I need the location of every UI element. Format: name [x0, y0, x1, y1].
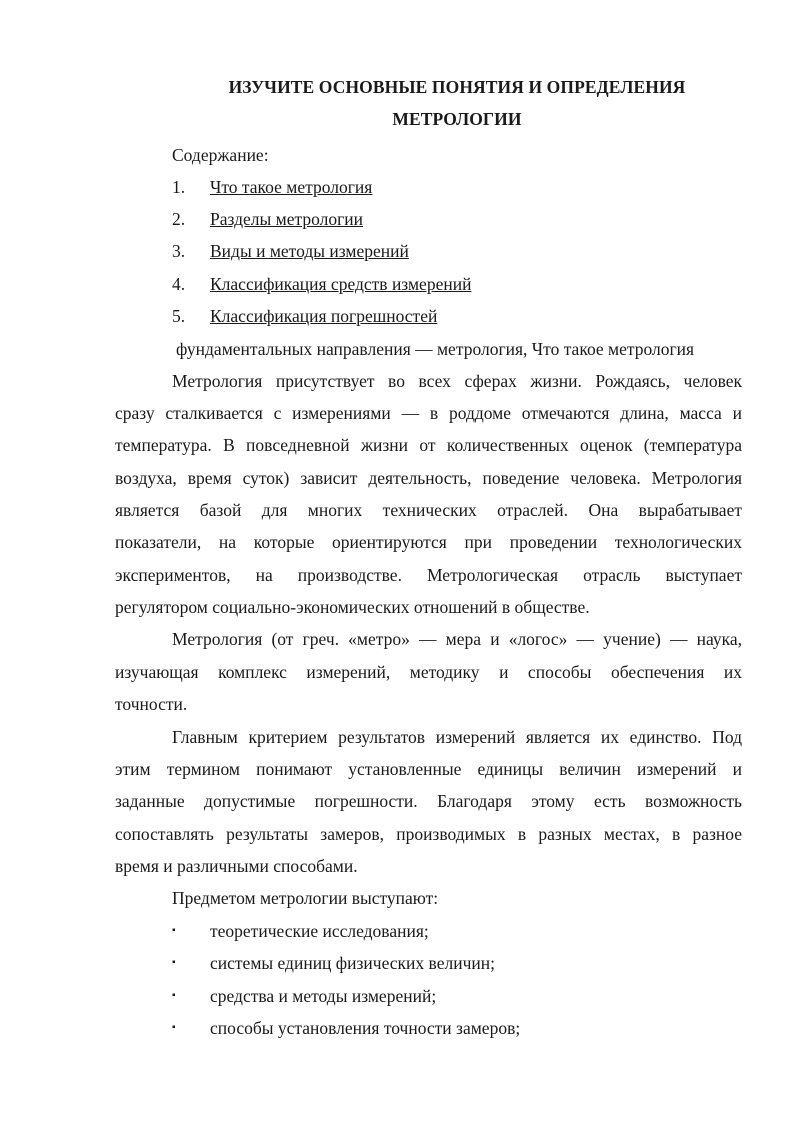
contents-label: Содержание: — [172, 145, 269, 165]
paragraph-line: сопоставлять результаты замеров, производимых в разных местах, в разное — [115, 824, 742, 844]
bullet-square-icon: ▪ — [172, 957, 176, 968]
paragraph-line: Метрология присутствует во всех сферах жизни. Рождаясь, человек — [172, 371, 742, 391]
document-title-line-1: ИЗУЧИТЕ ОСНОВНЫЕ ПОНЯТИЯ И ОПРЕДЕЛЕНИЯ — [228, 77, 686, 97]
paragraph-line: экспериментов, на производстве. Метрологическая отрасль выступает — [115, 565, 742, 585]
document-title-line-2: МЕТРОЛОГИИ — [392, 109, 522, 129]
section-subheading: фундаментальных направления — метрология, Что такое метрология — [176, 339, 695, 359]
paragraph-line: является базой для многих технических отраслей. Она вырабатывает — [115, 500, 742, 520]
bullet-square-icon: ▪ — [172, 990, 176, 1001]
paragraph-line: воздуха, время суток) зависит деятельность, поведение человека. Метрология — [115, 468, 742, 488]
subject-intro: Предметом метрологии выступают: — [172, 888, 439, 908]
paragraph-line: заданные допустимые погрешности. Благодаря этому есть возможность — [115, 791, 742, 811]
toc-link-measurement-types[interactable]: Виды и методы измерений — [210, 241, 409, 261]
toc-link-what-is-metrology[interactable]: Что такое метрология — [210, 177, 373, 197]
paragraph-line: температура. В повседневной жизни от количественных оценок (температура — [115, 435, 742, 455]
toc-number: 5. — [172, 306, 186, 326]
toc-link-error-classification[interactable]: Классификация погрешностей — [210, 306, 438, 326]
toc-number: 1. — [172, 177, 186, 197]
toc-link-metrology-sections[interactable]: Разделы метрологии — [210, 209, 363, 229]
list-item: способы установления точности замеров; — [210, 1018, 521, 1038]
list-item: системы единиц физических величин; — [210, 953, 495, 973]
toc-number: 3. — [172, 241, 186, 261]
paragraph-line: сразу сталкивается с измерениями — в роддоме отмечаются длина, масса и — [115, 403, 742, 423]
paragraph-line: Главным критерием результатов измерений является их единство. Под — [172, 727, 742, 747]
list-item: средства и методы измерений; — [210, 986, 437, 1006]
paragraph-line: время и различными способами. — [115, 856, 358, 876]
bullet-square-icon: ▪ — [172, 925, 176, 936]
toc-link-instrument-classification[interactable]: Классификация средств измерений — [210, 274, 472, 294]
paragraph-line: регулятором социально-экономических отношений в обществе. — [115, 597, 590, 617]
paragraph-line: показатели, на которые ориентируются при проведении технологических — [115, 532, 742, 552]
toc-number: 4. — [172, 274, 186, 294]
list-item: теоретические исследования; — [210, 921, 429, 941]
bullet-square-icon: ▪ — [172, 1022, 176, 1033]
paragraph-line: точности. — [115, 694, 188, 714]
paragraph-line: Метрология (от греч. «метро» — мера и «логос» — учение) — наука, — [172, 629, 742, 649]
toc-number: 2. — [172, 209, 186, 229]
paragraph-line: изучающая комплекс измерений, методику и способы обеспечения их — [115, 662, 742, 682]
paragraph-line: этим термином понимают установленные единицы величин измерений и — [115, 759, 742, 779]
